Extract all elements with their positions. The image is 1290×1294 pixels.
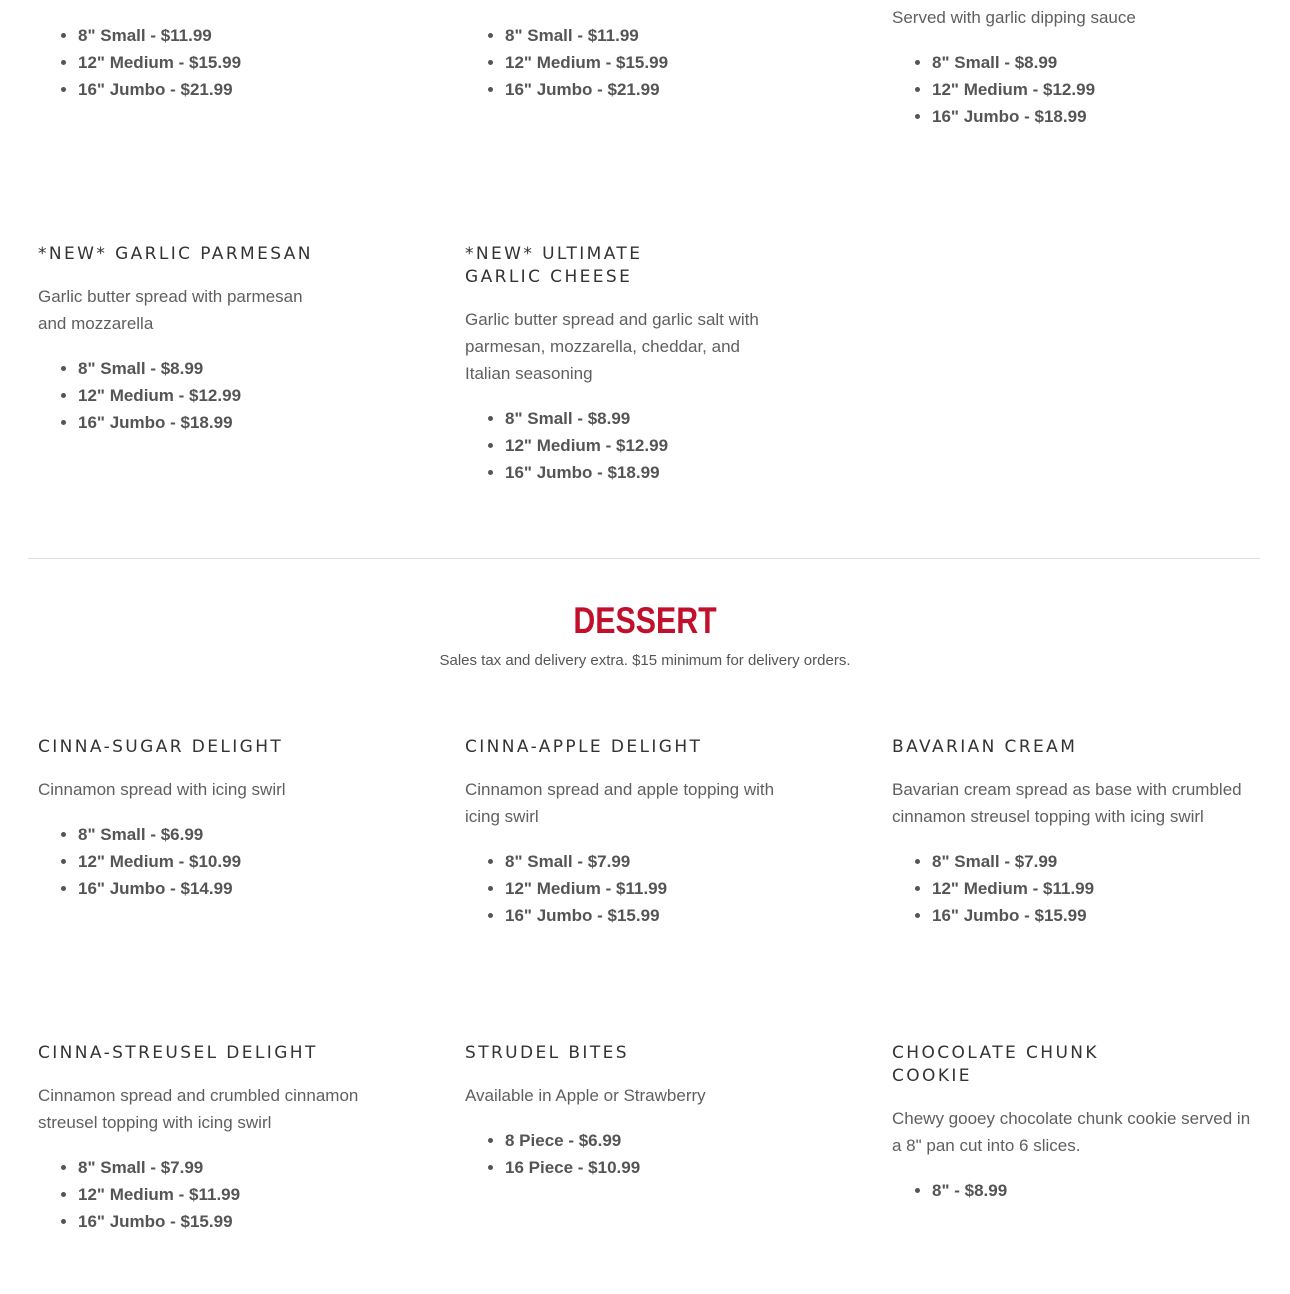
item-title: CHOCOLATE CHUNK COOKIE (892, 1043, 1099, 1086)
item-title: *NEW* ULTIMATE GARLIC CHEESE (465, 244, 643, 287)
section-title-dessert: DESSERT (573, 600, 717, 641)
price-option: • 12" Medium - $11.99 (505, 875, 795, 902)
price-option: • 8 Piece - $6.99 (505, 1127, 795, 1154)
price-list (465, 22, 825, 103)
price-option: • 8" Small - $8.99 (932, 49, 1262, 76)
price-option: • 12" Medium - $11.99 (932, 875, 1262, 902)
price-option: • 12" Medium - $12.99 (78, 382, 328, 409)
item-description: Served with garlic dipping sauce (892, 8, 1136, 27)
item-description: Cinnamon spread and crumbled cinnamon streusel topping with icing swirl (38, 1086, 359, 1132)
item-description: Cinnamon spread with icing swirl (38, 780, 286, 799)
price-option: • 8" Small - $11.99 (78, 22, 398, 49)
section-note: Sales tax and delivery extra. $15 minimum for delivery orders. (439, 652, 851, 669)
menu-item-cinna-sugar-delight (38, 736, 388, 902)
price-option: • 16" Jumbo - $21.99 (78, 76, 398, 103)
item-description: Garlic butter spread with parmesan and mozzarella (38, 287, 303, 333)
price-option: • 8" Small - $7.99 (505, 848, 795, 875)
price-option: • 12" Medium - $15.99 (78, 49, 398, 76)
price-option: • 16" Jumbo - $18.99 (505, 459, 775, 486)
price-option: • 8" Small - $8.99 (505, 405, 775, 432)
price-list (38, 821, 388, 902)
price-list (892, 1177, 1257, 1204)
item-title: CINNA-SUGAR DELIGHT (38, 737, 284, 757)
section-divider (28, 558, 1260, 559)
price-option: • 8" Small - $6.99 (78, 821, 388, 848)
menu-item-top-3 (892, 4, 1262, 130)
price-list (465, 405, 775, 486)
menu-item-bavarian-cream (892, 736, 1262, 929)
price-option: • 8" Small - $7.99 (932, 848, 1262, 875)
item-description: Cinnamon spread and apple topping with icing swirl (465, 780, 775, 826)
item-description: Garlic butter spread and garlic salt with parmesan, mozzarella, cheddar, and Italian seasoning (465, 310, 759, 383)
menu-item-cinna-streusel-delight (38, 1042, 388, 1235)
price-option: • 16" Jumbo - $21.99 (505, 76, 825, 103)
price-option: • 12" Medium - $15.99 (505, 49, 825, 76)
price-option: • 8" Small - $11.99 (505, 22, 825, 49)
price-option: • 12" Medium - $11.99 (78, 1181, 388, 1208)
price-option: • 16" Jumbo - $15.99 (78, 1208, 388, 1235)
price-option: • 12" Medium - $10.99 (78, 848, 388, 875)
price-option: • 16" Jumbo - $14.99 (78, 875, 388, 902)
menu-item-top-1 (38, 22, 398, 103)
price-option: • 8" Small - $8.99 (78, 355, 328, 382)
price-option: • 12" Medium - $12.99 (932, 76, 1262, 103)
item-title: STRUDEL BITES (465, 1043, 629, 1063)
price-option: • 16" Jumbo - $18.99 (932, 103, 1262, 130)
item-title: CINNA-STREUSEL DELIGHT (38, 1043, 318, 1063)
price-list (465, 1127, 795, 1181)
price-option: • 16" Jumbo - $15.99 (932, 902, 1262, 929)
price-option: • 8" - $8.99 (932, 1177, 1257, 1204)
item-title: *NEW* GARLIC PARMESAN (38, 244, 313, 264)
price-list (38, 22, 398, 103)
price-option: • 8" Small - $7.99 (78, 1154, 388, 1181)
price-list (465, 848, 795, 929)
menu-item-garlic-parmesan (38, 243, 328, 436)
price-list (892, 49, 1262, 130)
price-option: • 16" Jumbo - $18.99 (78, 409, 328, 436)
item-description: Bavarian cream spread as base with crumbled cinnamon streusel topping with icing swirl (892, 780, 1242, 826)
menu-item-cinna-apple-delight (465, 736, 795, 929)
menu-item-ultimate-garlic-cheese (465, 243, 775, 486)
price-list (38, 1154, 388, 1235)
item-title: CINNA-APPLE DELIGHT (465, 737, 703, 757)
item-title: BAVARIAN CREAM (892, 737, 1078, 757)
menu-item-top-2 (465, 22, 825, 103)
price-option: • 16 Piece - $10.99 (505, 1154, 795, 1181)
item-description: Available in Apple or Strawberry (465, 1086, 706, 1105)
price-list (892, 848, 1262, 929)
price-option: • 12" Medium - $12.99 (505, 432, 775, 459)
price-option: • 16" Jumbo - $15.99 (505, 902, 795, 929)
item-description: Chewy gooey chocolate chunk cookie served in a 8" pan cut into 6 slices. (892, 1109, 1251, 1155)
menu-item-strudel-bites (465, 1042, 795, 1181)
menu-item-chocolate-chunk-cookie (892, 1042, 1257, 1204)
price-list (38, 355, 328, 436)
